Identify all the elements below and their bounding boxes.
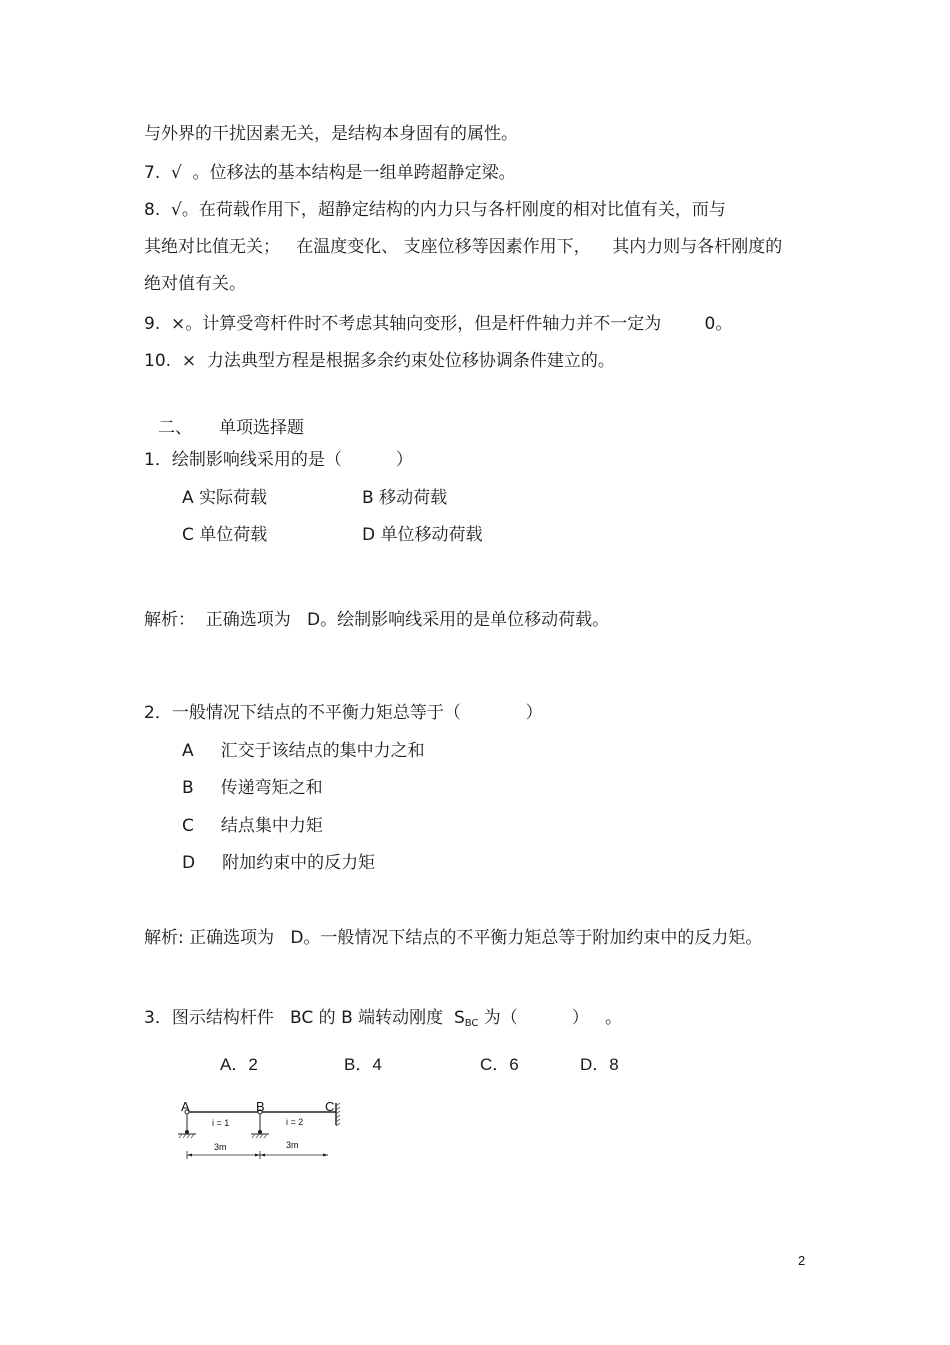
question-3-option-c: C．6 xyxy=(480,1055,519,1074)
question-3-option-a: A．2 xyxy=(220,1055,258,1074)
beam-figure xyxy=(170,1095,350,1165)
question-2-option-a: A 汇交于该结点的集中力之和 xyxy=(182,741,425,761)
question-1-analysis: 解析： 正确选项为 D。绘制影响线采用的是单位移动荷载。 xyxy=(144,610,610,630)
stiffness-label-bc: i = 2 xyxy=(286,1117,304,1127)
body-line: 9. ×。计算受弯杆件时不考虑其轴向变形，但是杆件轴力并不一定为 0。 xyxy=(144,314,733,334)
question-1-stem: 1．绘制影响线采用的是（ ） xyxy=(144,450,413,470)
body-line: 7. √ 。位移法的基本结构是一组单跨超静定梁。 xyxy=(144,163,516,183)
question-1-option-b: B 移动荷载 xyxy=(362,488,448,508)
question-2-option-b: B 传递弯矩之和 xyxy=(182,778,323,798)
question-2-analysis: 解析: 正确选项为 D。一般情况下结点的不平衡力矩总等于附加约束中的反力矩。 xyxy=(144,928,763,948)
node-label-c: C xyxy=(325,1099,335,1114)
fixed-support-c xyxy=(336,1103,340,1126)
question-2-option-c: C 结点集中力矩 xyxy=(182,816,323,836)
node-label-b: B xyxy=(256,1099,265,1114)
question-1-option-d: D 单位移动荷载 xyxy=(362,525,483,545)
question-2-option-d: D 附加约束中的反力矩 xyxy=(182,853,376,873)
support-b xyxy=(251,1110,269,1138)
stiffness-subscript: BC xyxy=(464,1018,479,1029)
question-3-stem-tail: 为（ ） 。 xyxy=(478,1008,623,1028)
dimension-label-ab: 3m xyxy=(214,1142,227,1152)
body-line: 与外界的干扰因素无关，是结构本身固有的属性。 xyxy=(144,124,518,144)
question-3-stem-text: 3．图示结构杆件 BC 的 B 端转动刚度 S xyxy=(144,1008,465,1028)
node-label-a: A xyxy=(181,1099,190,1114)
question-2-stem: 2．一般情况下结点的不平衡力矩总等于（ ） xyxy=(144,703,543,723)
question-1-option-c: C 单位荷载 xyxy=(182,525,268,545)
stiffness-label-ab: i = 1 xyxy=(212,1118,230,1128)
support-a xyxy=(178,1110,196,1138)
body-line: 10. × 力法典型方程是根据多余约束处位移协调条件建立的。 xyxy=(144,351,615,371)
dimension-line xyxy=(187,1151,328,1159)
page-number: 2 xyxy=(798,1253,806,1268)
body-line: 8. √。在荷载作用下，超静定结构的内力只与各杆刚度的相对比值有关，而与 xyxy=(144,200,726,220)
question-3-option-d: D．8 xyxy=(580,1055,619,1074)
dimension-label-bc: 3m xyxy=(286,1140,299,1150)
question-3-option-b: B．4 xyxy=(344,1055,382,1074)
section-heading: 二、 单项选择题 xyxy=(158,418,305,438)
body-line: 其绝对比值无关； 在温度变化、 支座位移等因素作用下， 其内力则与各杆刚度的 xyxy=(144,237,783,257)
body-line: 绝对值有关。 xyxy=(144,274,246,294)
question-3-stem xyxy=(144,1010,622,1029)
question-1-option-a: A 实际荷载 xyxy=(182,488,268,508)
